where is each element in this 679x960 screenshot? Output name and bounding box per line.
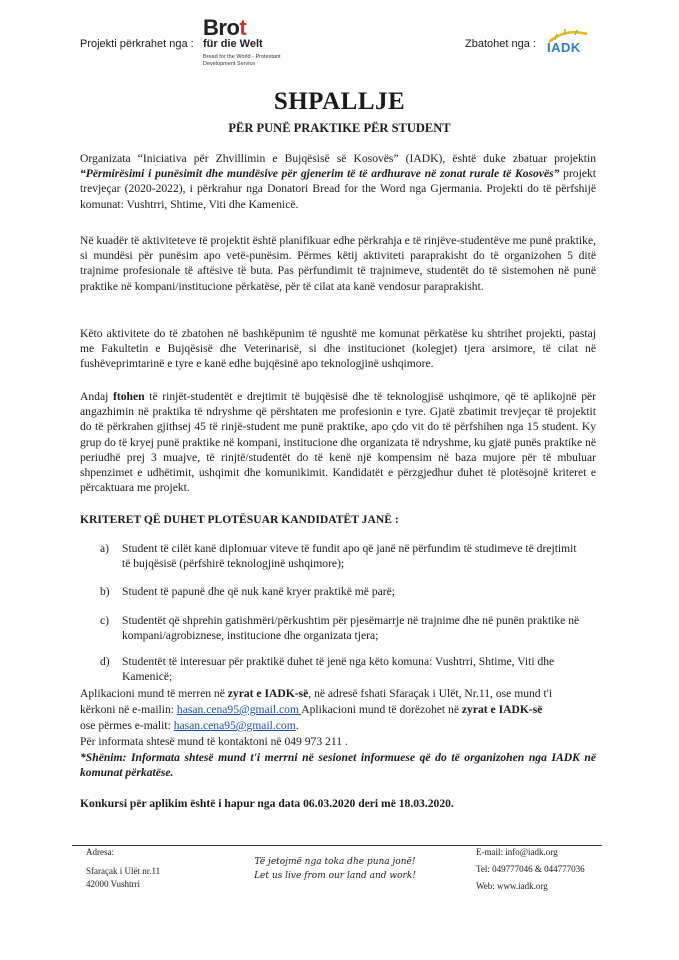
apply-bold: zyrat e IADK-së	[227, 687, 309, 700]
address-line: Sfaraçak i Ulët nr.11	[86, 866, 161, 876]
footer-motto	[225, 855, 445, 883]
footer-phone: Tel: 049777046 & 044777036	[476, 864, 585, 874]
footer-contacts	[476, 846, 585, 893]
criteria-label: a)	[100, 542, 110, 555]
apply-text: .	[295, 719, 299, 732]
email-link[interactable]: hasan.cena95@gmail.com	[176, 703, 302, 716]
note-line	[80, 750, 596, 780]
supported-by-label: Projekti përkrahet nga :	[80, 38, 194, 50]
criteria-item	[100, 584, 596, 600]
email-link[interactable]: hasan.cena95@gmail.com	[173, 719, 296, 732]
paragraph-intro	[80, 151, 596, 212]
criteria-label: d)	[100, 655, 110, 668]
criteria-item	[100, 541, 596, 573]
apply-bold: zyrat e IADK-së	[461, 703, 543, 716]
intro-text-c: projekt trevjeçar (2020-2022), i përkrahur nga Donatori Bread for the Word nga Gjermania. Projekti do të përfshijë komunat: Vushtrri, Shtime, Viti dhe Kamenicë.	[80, 167, 596, 211]
criteria-label: b)	[100, 585, 110, 598]
criteria-label: c)	[100, 614, 110, 627]
apply-text: Aplikacioni mund të dorëzohet në	[301, 703, 462, 716]
paragraph-invitation	[80, 389, 596, 495]
brot-logo-tagline: Bread for the World - Protestant Development Service	[203, 54, 281, 67]
criteria-item	[100, 654, 596, 686]
criteria-text: Student të cilët kanë diplomuar viteve të fundit apo që janë në përfundim të studimeve të drejtimit të bujqësisë (përfshirë teknologjinë ushqimore);	[122, 542, 577, 571]
brot-logo-t: t	[239, 15, 247, 40]
criteria-text: Student të papunë dhe që nuk kanë kryer praktikë më parë;	[122, 585, 395, 598]
footer-web[interactable]: Web: www.iadk.org	[476, 881, 548, 891]
criteria-heading: KRITERET QË DUHET PLOTËSUAR KANDIDATËT JANË :	[80, 513, 399, 526]
note-text: Informata shtesë mund t'i merrni në sesionet informuese që do të organizohen nga IADK në komunat përkatëse.	[80, 751, 596, 780]
invite-bold: ftohen	[113, 390, 145, 403]
criteria-text: Studentët që shprehin gatishmëri/përkushtim për pjesëmarrje në trajnime dhe në punën praktike në kompani/agrobiznese, institucione dhe organizata tjera;	[122, 614, 580, 643]
motto-english: Let us live from our land and work!	[254, 871, 416, 881]
iadk-logo	[535, 28, 615, 64]
deadline-line: Konkursi për aplikim është i hapur nga data 06.03.2020 deri më 18.03.2020.	[80, 797, 454, 810]
invite-text-a: Andaj	[80, 390, 114, 403]
footer-email[interactable]: E-mail: info@iadk.org	[476, 847, 558, 857]
page-title: SHPALLJE	[273, 88, 406, 115]
apply-text: , në adresë fshati Sfaraçak i Ulët, Nr.11, ose mund t'i	[308, 687, 553, 700]
contact-line: Për informata shtesë mund të kontaktoni në 049 973 211 .	[80, 735, 348, 748]
iadk-logo-text: IADK	[547, 40, 581, 55]
criteria-item	[100, 613, 596, 645]
intro-text-a: Organizata “Iniciativa për Zhvillimin e Bujqësisë së Kosovës” (IADK), është duke zbatuar projektin	[80, 152, 596, 165]
brot-fur-die-welt-logo	[203, 15, 283, 67]
apply-line-3	[80, 718, 610, 733]
address-label: Adresa:	[86, 847, 114, 857]
implemented-by-label: Zbatohet nga :	[465, 38, 536, 50]
invite-text-c: të rinjët-studentët e drejtimit të bujqësisë dhe të teknologjisë ushqimore, që të aplikojnë për angazhimin në praktika të ndryshme që përshtaten me profesionin e tyre. Gjatë zbatimit trevjeçar të projektit do të përkrahen gjithsej 45 të rinjë-student me punë praktike, apo çdo vit do të përfshihen nga 15 student. Ky grup do të kryej punë praktike në kompani, institucione dhe organizata të ndryshme, ku gjatë punës praktike në periudhë prej 3 muajve, të rinjtë/studentët do të kenë një kompensim në baza mujore për të mbuluar shpenzimet e udhëtimit, ushqimit dhe komunikimit. Kandidatët e përzgjedhur duhet të plotësojnë kriteret e përcaktuara me projekt.	[80, 390, 596, 495]
apply-text: kërkoni në e-mailin:	[80, 703, 177, 716]
footer-address	[86, 846, 160, 891]
paragraph-cooperation: Këto aktivitete do të zbatohen në bashkëpunim të ngushtë me komunat përkatëse ku shtrihet projekti, pastaj me Fakultetin e Bujqësisë dhe Veterinarisë, si dhe institucionet (kolegjet) tjera arsimore, të cilat në fushëveprimtarinë e tyre e kanë edhe bujqësinë apo teknologjinë ushqimore.	[80, 327, 596, 371]
note-label: *Shënim:	[80, 751, 127, 764]
apply-text: Aplikacioni mund të merren në	[80, 687, 228, 700]
apply-line-2	[80, 702, 610, 717]
brot-logo-word: Bro	[203, 15, 240, 40]
apply-text: ose përmes e-malit:	[80, 719, 174, 732]
apply-line-1	[80, 686, 610, 701]
page-subtitle: PËR PUNË PRAKTIKE PËR STUDENT	[228, 121, 451, 135]
address-line: 42000 Vushtrri	[86, 879, 141, 889]
paragraph-activities: Në kuadër të aktiviteteve të projektit është planifikuar edhe përkrahja e të rinjëve-studentëve me punë praktike, si mundësi për punësim apo vetë-punësim. Përmes këtij aktiviteti paraprakisht do të organizohen 5 ditë trajnime profesionale të aftësive të buta. Pas përfundimit të trajnimeve, studentët do të sistemohen në punë praktike në kompani/institucione përkatëse, për të cilat ata kanë vendosur paraprakisht.	[80, 234, 596, 293]
criteria-text: Studentët të interesuar për praktikë duhet të jenë nga këto komuna: Vushtrri, Shtime, Viti dhe Kamenicë;	[122, 655, 555, 684]
brot-logo-sub: für die Welt	[203, 38, 263, 50]
project-name: “Përmirësimi i punësimit dhe mundësive për gjenerim të të ardhurave në zonat rurale të Kosovës”	[80, 167, 560, 181]
motto-albanian: Të jetojmë nga toka dhe puna jonë!	[254, 857, 416, 867]
